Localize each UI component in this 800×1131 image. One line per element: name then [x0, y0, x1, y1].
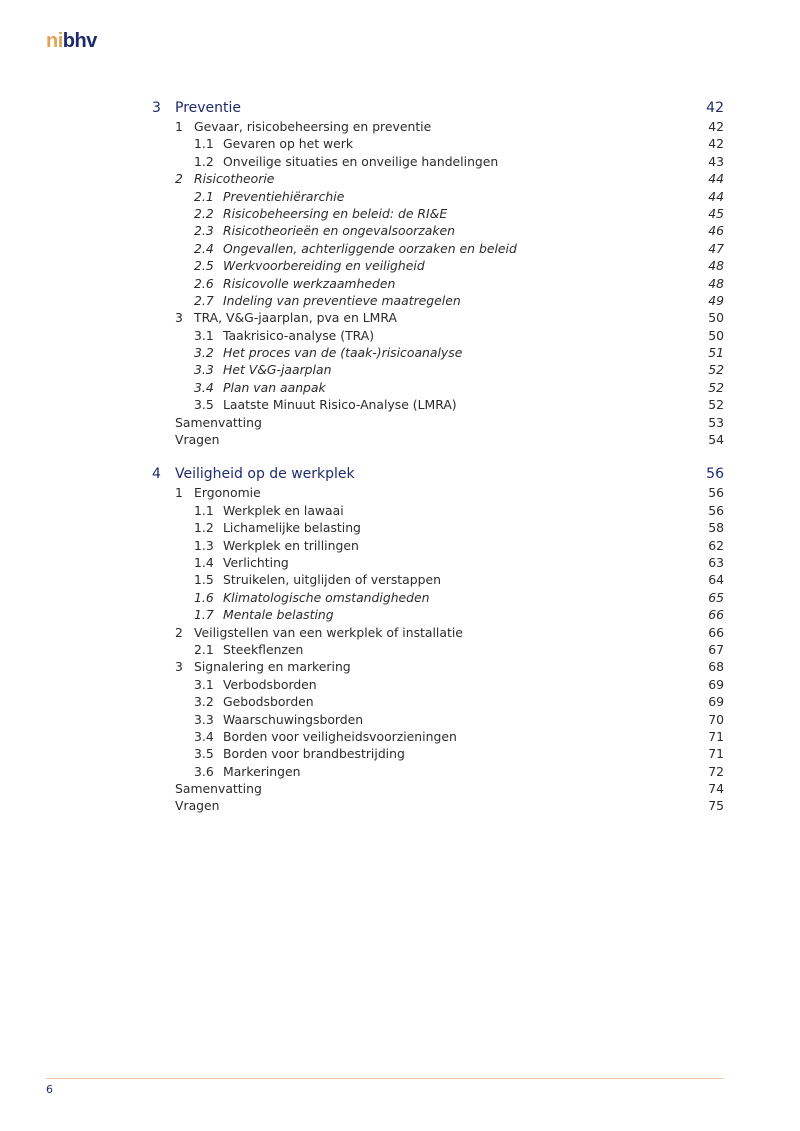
toc-entry-title: Gevaren op het werk: [223, 136, 354, 152]
toc-entry-title: Preventiehiërarchie: [223, 188, 345, 204]
toc-entry-page: 70: [708, 711, 724, 727]
toc-entry-page: 72: [708, 763, 724, 779]
toc-entry-number: 3.6: [194, 763, 214, 779]
toc-entry-page: 52: [708, 379, 724, 395]
toc-entry-number: 3.4: [194, 379, 214, 395]
toc-entry-number: 3: [175, 310, 183, 326]
toc-entry-page: 71: [708, 746, 724, 762]
toc-entry-page: 56: [708, 502, 724, 518]
toc-entry[interactable]: [152, 606, 724, 623]
toc-entry[interactable]: [152, 118, 724, 135]
toc-entry[interactable]: [152, 624, 724, 641]
toc-entry[interactable]: [152, 693, 724, 710]
toc-entry-title: Struikelen, uitglijden of verstappen: [223, 572, 441, 588]
toc-entry-number: 2.4: [194, 240, 214, 256]
toc-entry-page: 52: [708, 362, 724, 378]
toc-entry[interactable]: [152, 484, 724, 501]
toc-entry[interactable]: [152, 309, 724, 326]
toc-entry[interactable]: [152, 745, 724, 762]
toc-entry-page: 42: [706, 100, 724, 116]
page-number: 6: [46, 1083, 53, 1096]
toc-entry[interactable]: [152, 658, 724, 675]
toc-entry-number: 3.5: [194, 746, 214, 762]
toc-entry[interactable]: [152, 676, 724, 693]
toc-entry-number: 2: [175, 171, 183, 187]
toc-entry[interactable]: [152, 728, 724, 745]
toc-entry-title: Indeling van preventieve maatregelen: [223, 292, 461, 308]
toc-entry-page: 50: [708, 310, 724, 326]
toc-entry-page: 75: [708, 798, 724, 814]
toc-entry-title: Werkplek en lawaai: [223, 502, 344, 518]
toc-entry[interactable]: [152, 344, 724, 361]
toc-entry-number: 2.3: [194, 223, 214, 239]
toc-entry-title: Vragen: [175, 798, 220, 814]
toc-entry-title: Risicotheorieën en ongevalsoorzaken: [223, 223, 455, 239]
toc-entry-number: 3.2: [194, 345, 214, 361]
toc-entry-page: 74: [708, 781, 724, 797]
toc-entry-title: Markeringen: [223, 763, 301, 779]
toc-entry-page: 63: [708, 554, 724, 570]
toc-entry-title: Laatste Minuut Risico-Analyse (LMRA): [223, 397, 457, 413]
toc-entry-title: Het proces van de (taak-)risicoanalyse: [223, 345, 463, 361]
toc-entry-number: 4: [152, 466, 161, 483]
toc-entry[interactable]: [152, 170, 724, 187]
toc-entry-number: 3.4: [194, 728, 214, 744]
toc-entry-title: Werkplek en trillingen: [223, 537, 359, 553]
toc-entry-title: Risicotheorie: [194, 171, 275, 187]
toc-entry-page: 49: [708, 292, 724, 308]
toc-entry-page: 71: [708, 728, 724, 744]
toc-entry-title: Gevaar, risicobeheersing en preventie: [194, 119, 432, 134]
toc-entry-title: Het V&G-jaarplan: [223, 362, 332, 378]
toc-entry-page: 53: [708, 414, 724, 430]
toc-entry-title: Verlichting: [223, 554, 289, 570]
toc-entry-page: 51: [708, 345, 724, 361]
toc-entry[interactable]: [152, 797, 724, 814]
toc-entry-title: Preventie: [175, 100, 242, 116]
toc-entry[interactable]: [152, 502, 724, 519]
toc-entry[interactable]: [152, 780, 724, 797]
toc-entry-page: 66: [708, 607, 724, 623]
toc-entry-page: 45: [708, 205, 724, 221]
toc-entry-title: Waarschuwingsborden: [223, 711, 364, 727]
toc-entry-number: 1.1: [194, 502, 214, 518]
toc-entry-page: 50: [708, 327, 724, 343]
toc-entry-number: 3: [175, 659, 183, 675]
toc-entry-page: 44: [708, 188, 724, 204]
toc-entry-title: Veiligstellen van een werkplek of installatie: [194, 624, 463, 640]
toc-entry-title: Werkvoorbereiding en veiligheid: [223, 258, 425, 274]
toc-entry-number: 2.6: [194, 275, 214, 291]
toc-entry-title: Borden voor brandbestrijding: [223, 746, 405, 762]
toc-entry-title: Plan van aanpak: [223, 379, 326, 395]
toc-entry-title: Risicovolle werkzaamheden: [223, 275, 396, 291]
toc-entry-page: 64: [708, 572, 724, 588]
toc-entry[interactable]: [152, 153, 724, 170]
toc-entry-number: 1.3: [194, 537, 214, 553]
toc-entry-page: 67: [708, 641, 724, 657]
toc-entry-number: 2.1: [194, 188, 214, 204]
toc-entry-title: TRA, V&G-jaarplan, pva en LMRA: [194, 310, 397, 326]
toc-entry[interactable]: [152, 763, 724, 780]
toc-entry-number: 1.2: [194, 520, 214, 536]
toc-entry[interactable]: [152, 641, 724, 658]
toc-entry-title: Risicobeheersing en beleid: de RI&E: [223, 205, 448, 221]
toc-entry[interactable]: [152, 99, 724, 118]
toc-entry-page: 65: [708, 589, 724, 605]
toc-entry[interactable]: [152, 414, 724, 431]
toc-entry[interactable]: [152, 257, 724, 274]
toc-entry[interactable]: [152, 711, 724, 728]
toc-entry-number: 1.1: [194, 136, 214, 152]
toc-entry[interactable]: [152, 188, 724, 205]
toc-entry-page: 69: [708, 676, 724, 692]
toc-entry[interactable]: [152, 379, 724, 396]
toc-entry-number: 1: [175, 119, 183, 134]
toc-entry-title: Klimatologische omstandigheden: [223, 589, 430, 605]
toc-entry-title: Gebodsborden: [223, 694, 314, 710]
toc-entry[interactable]: [152, 361, 724, 378]
toc-entry-page: 44: [708, 171, 724, 187]
toc-entry[interactable]: [152, 222, 724, 239]
toc-entry-page: 47: [708, 240, 724, 256]
toc-entry-number: 1.5: [194, 572, 214, 588]
toc-entry-title: Veiligheid op de werkplek: [175, 466, 355, 483]
toc-entry[interactable]: [152, 571, 724, 588]
logo-bhv: bhv: [62, 30, 97, 52]
toc-entry[interactable]: [152, 396, 724, 413]
toc-entry-number: 3.2: [194, 694, 214, 710]
toc-entry-page: 69: [708, 694, 724, 710]
toc-entry-number: 2.2: [194, 205, 214, 221]
footer-divider: [46, 1078, 724, 1079]
toc-entry[interactable]: [152, 589, 724, 606]
toc-entry-page: 46: [708, 223, 724, 239]
toc-entry[interactable]: [152, 519, 724, 536]
toc-entry[interactable]: [152, 240, 724, 257]
toc-entry-number: 1.2: [194, 153, 214, 169]
toc-entry-number: 2: [175, 624, 183, 640]
toc-entry-page: 56: [706, 466, 724, 483]
toc-entry-title: Ongevallen, achterliggende oorzaken en beleid: [223, 240, 517, 256]
nibhv-logo: [46, 30, 97, 52]
toc-entry-number: 1.6: [194, 589, 214, 605]
toc-entry-number: 3.5: [194, 397, 214, 413]
toc-entry-number: 3.3: [194, 362, 214, 378]
toc-entry-number: 3.1: [194, 327, 214, 343]
toc-entry[interactable]: [152, 431, 724, 448]
logo-ni: ni: [46, 30, 63, 52]
toc-entry-page: 42: [708, 136, 724, 152]
toc-entry-number: 3: [152, 100, 161, 116]
toc-entry-page: 58: [708, 520, 724, 536]
toc-entry-page: 54: [708, 432, 724, 448]
toc-entry-number: 1.4: [194, 554, 214, 570]
table-of-contents: [152, 99, 724, 815]
toc-entry-title: Steekflenzen: [223, 641, 304, 657]
toc-entry[interactable]: [152, 554, 724, 571]
toc-entry-page: 66: [708, 624, 724, 640]
toc-entry-page: 42: [708, 119, 724, 134]
toc-entry-number: 2.1: [194, 641, 214, 657]
toc-entry-title: Samenvatting: [175, 781, 262, 797]
toc-entry-title: Taakrisico-analyse (TRA): [223, 327, 375, 343]
toc-entry-title: Onveilige situaties en onveilige handelingen: [223, 153, 499, 169]
toc-entry-page: 43: [708, 153, 724, 169]
toc-entry-page: 52: [708, 397, 724, 413]
toc-entry-page: 48: [708, 275, 724, 291]
toc-entry[interactable]: [152, 135, 724, 152]
toc-entry-page: 68: [708, 659, 724, 675]
toc-entry-number: 1: [175, 485, 183, 501]
toc-entry[interactable]: [152, 465, 724, 484]
toc-entry[interactable]: [152, 292, 724, 309]
section-gap: [152, 448, 724, 465]
toc-entry[interactable]: [152, 327, 724, 344]
toc-entry-number: 1.7: [194, 607, 214, 623]
toc-entry-title: Mentale belasting: [223, 607, 334, 623]
toc-entry-page: 56: [708, 485, 724, 501]
toc-entry-page: 48: [708, 258, 724, 274]
toc-entry[interactable]: [152, 205, 724, 222]
toc-entry-title: Samenvatting: [175, 414, 262, 430]
toc-entry-title: Vragen: [175, 432, 220, 448]
toc-entry-title: Borden voor veiligheidsvoorzieningen: [223, 728, 457, 744]
toc-entry-title: Lichamelijke belasting: [223, 520, 361, 536]
toc-entry-title: Verbodsborden: [223, 676, 317, 692]
toc-entry-number: 2.5: [194, 258, 214, 274]
toc-entry-number: 3.1: [194, 676, 214, 692]
toc-entry-number: 2.7: [194, 292, 214, 308]
toc-entry[interactable]: [152, 537, 724, 554]
toc-entry-number: 3.3: [194, 711, 214, 727]
toc-entry-title: Signalering en markering: [194, 659, 351, 675]
toc-entry[interactable]: [152, 275, 724, 292]
toc-entry-title: Ergonomie: [194, 485, 261, 501]
toc-entry-page: 62: [708, 537, 724, 553]
